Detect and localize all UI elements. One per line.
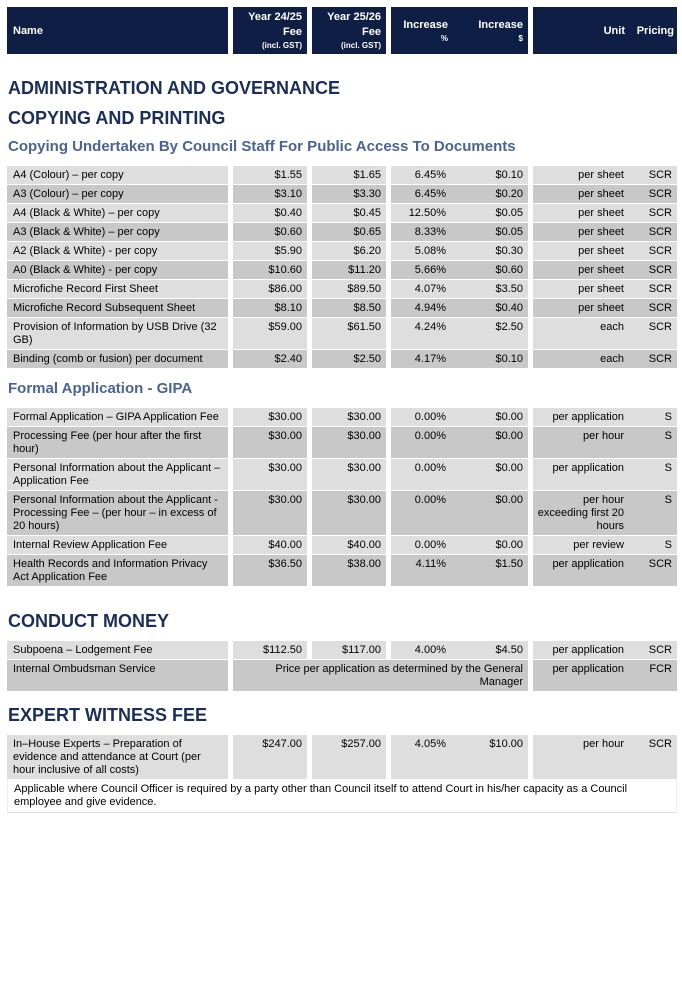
fee-year-24-25: $247.00: [233, 734, 307, 779]
fee-year-24-25: $30.00: [233, 426, 307, 458]
fee-unit: per sheet: [533, 203, 631, 222]
fee-year-25-26: $61.50: [312, 317, 386, 349]
fee-year-25-26: $1.65: [312, 165, 386, 184]
fee-increase-percent: 8.33%: [391, 222, 453, 241]
fee-year-24-25: $30.00: [233, 490, 307, 535]
fee-unit: per hour: [533, 734, 631, 779]
fee-increase-dollar: $1.50: [453, 554, 528, 586]
table-row-ombudsman: [7, 659, 677, 691]
table-row: [7, 490, 677, 535]
fee-year-25-26: $257.00: [312, 734, 386, 779]
fee-pricing: SCR: [631, 640, 677, 659]
fee-year-24-25: $2.40: [233, 349, 307, 368]
fee-pricing: SCR: [631, 222, 677, 241]
fee-year-24-25: $30.00: [233, 407, 307, 426]
fee-name: A4 (Black & White) – per copy: [7, 203, 228, 222]
fee-unit: per review: [533, 535, 631, 554]
fee-unit: per application: [533, 640, 631, 659]
fee-increase-dollar: $0.20: [453, 184, 528, 203]
fee-year-24-25: $30.00: [233, 458, 307, 490]
fee-unit: each: [533, 349, 631, 368]
fee-increase-dollar: $2.50: [453, 317, 528, 349]
fee-increase-percent: 4.05%: [391, 734, 453, 779]
header-unit: Unit: [533, 7, 631, 54]
fee-unit: per hour exceeding first 20 hours: [533, 490, 631, 535]
fee-year-24-25: $59.00: [233, 317, 307, 349]
fee-increase-dollar: $4.50: [453, 640, 528, 659]
fee-name: In–House Experts – Preparation of evidence and attendance at Court (per hour inclusive of all costs): [7, 734, 228, 779]
fee-year-25-26: $0.45: [312, 203, 386, 222]
table-row: [7, 317, 677, 349]
fee-increase-dollar: $0.00: [453, 407, 528, 426]
fee-year-25-26: $6.20: [312, 241, 386, 260]
table-row: [7, 554, 677, 586]
conduct-table: [7, 640, 677, 691]
fee-year-25-26: $89.50: [312, 279, 386, 298]
fee-increase-percent: 0.00%: [391, 407, 453, 426]
fee-unit: per application: [533, 659, 631, 691]
fee-year-25-26: $8.50: [312, 298, 386, 317]
fee-name: Microfiche Record Subsequent Sheet: [7, 298, 228, 317]
fee-unit: per sheet: [533, 241, 631, 260]
fee-increase-dollar: $0.00: [453, 535, 528, 554]
expert-note: Applicable where Council Officer is required by a party other than Council itself to attend Court in his/her capacity as a Council employee and give evidence.: [7, 779, 677, 813]
fee-unit: per sheet: [533, 260, 631, 279]
fee-increase-percent: 4.07%: [391, 279, 453, 298]
fee-increase-dollar: $0.00: [453, 458, 528, 490]
fee-unit: per sheet: [533, 298, 631, 317]
fee-increase-percent: 4.24%: [391, 317, 453, 349]
fee-unit: per application: [533, 407, 631, 426]
fee-name: Health Records and Information Privacy Act Application Fee: [7, 554, 228, 586]
header-year-25-26: Year 25/26 Fee (incl. GST): [312, 7, 386, 54]
fee-increase-percent: 4.00%: [391, 640, 453, 659]
header-name: Name: [7, 7, 228, 54]
fee-increase-percent: 6.45%: [391, 184, 453, 203]
fee-increase-percent: 4.11%: [391, 554, 453, 586]
fee-unit: per hour: [533, 426, 631, 458]
fee-year-25-26: $30.00: [312, 407, 386, 426]
copying-table: [7, 165, 677, 368]
fee-pricing: SCR: [631, 734, 677, 779]
fee-increase-dollar: $0.60: [453, 260, 528, 279]
fee-increase-percent: 5.08%: [391, 241, 453, 260]
fee-year-24-25: $5.90: [233, 241, 307, 260]
table-row: [7, 407, 677, 426]
fee-year-24-25: $36.50: [233, 554, 307, 586]
fee-name: Internal Review Application Fee: [7, 535, 228, 554]
fee-name: Subpoena – Lodgement Fee: [7, 640, 228, 659]
subsection-title-gipa: Formal Application - GIPA: [8, 380, 193, 397]
fee-name: Personal Information about the Applicant - Processing Fee – (per hour – in excess of 20 hours): [7, 490, 228, 535]
table-row: [7, 241, 677, 260]
table-row: [7, 349, 677, 368]
table-row: [7, 458, 677, 490]
table-row: [7, 640, 677, 659]
fee-pricing: FCR: [631, 659, 677, 691]
table-row: [7, 165, 677, 184]
fee-year-24-25: $10.60: [233, 260, 307, 279]
fee-increase-dollar: $0.10: [453, 165, 528, 184]
fee-unit: per application: [533, 458, 631, 490]
section-title-expert: EXPERT WITNESS FEE: [8, 705, 208, 725]
fee-increase-dollar: $0.00: [453, 426, 528, 458]
fee-increase-percent: 12.50%: [391, 203, 453, 222]
table-row-note: [7, 779, 677, 813]
header-pricing: Pricing: [631, 7, 677, 54]
fee-name: A3 (Colour) – per copy: [7, 184, 228, 203]
table-row: [7, 426, 677, 458]
header-year-24-25: Year 24/25 Fee (incl. GST): [233, 7, 307, 54]
fee-unit: per application: [533, 554, 631, 586]
table-row: [7, 222, 677, 241]
fee-year-24-25: $3.10: [233, 184, 307, 203]
fee-year-24-25: $112.50: [233, 640, 307, 659]
fee-unit: per sheet: [533, 184, 631, 203]
fee-year-24-25: $1.55: [233, 165, 307, 184]
fee-pricing: SCR: [631, 279, 677, 298]
fee-increase-percent: 0.00%: [391, 535, 453, 554]
fee-unit: per sheet: [533, 165, 631, 184]
subsection-title-copying: Copying Undertaken By Council Staff For Public Access To Documents: [8, 138, 516, 155]
fee-pricing: SCR: [631, 165, 677, 184]
fee-increase-dollar: $3.50: [453, 279, 528, 298]
fee-pricing: SCR: [631, 241, 677, 260]
table-row: [7, 535, 677, 554]
fee-year-25-26: $30.00: [312, 458, 386, 490]
fee-increase-dollar: $0.40: [453, 298, 528, 317]
fee-increase-percent: 5.66%: [391, 260, 453, 279]
fee-name: Personal Information about the Applicant – Application Fee: [7, 458, 228, 490]
fee-year-24-25: $0.40: [233, 203, 307, 222]
fee-name: Processing Fee (per hour after the first hour): [7, 426, 228, 458]
fee-pricing: SCR: [631, 554, 677, 586]
fee-increase-percent: 0.00%: [391, 458, 453, 490]
fee-name: Formal Application – GIPA Application Fee: [7, 407, 228, 426]
fee-year-24-25: $40.00: [233, 535, 307, 554]
header-increase-percent: Increase %: [391, 7, 453, 54]
fee-name: Provision of Information by USB Drive (32 GB): [7, 317, 228, 349]
fee-pricing: S: [631, 490, 677, 535]
section-title-conduct: CONDUCT MONEY: [8, 611, 169, 631]
fee-pricing: S: [631, 426, 677, 458]
fee-name: Binding (comb or fusion) per document: [7, 349, 228, 368]
fee-increase-dollar: $0.10: [453, 349, 528, 368]
fee-year-24-25: $8.10: [233, 298, 307, 317]
fee-increase-dollar: $0.05: [453, 222, 528, 241]
section-title-copying: COPYING AND PRINTING: [8, 108, 226, 128]
table-row: [7, 184, 677, 203]
table-row: [7, 203, 677, 222]
fee-year-25-26: $0.65: [312, 222, 386, 241]
fee-year-24-25: $86.00: [233, 279, 307, 298]
fee-increase-dollar: $0.30: [453, 241, 528, 260]
fee-determined-text: Price per application as determined by the General Manager: [233, 659, 528, 691]
fee-increase-dollar: $0.05: [453, 203, 528, 222]
fee-year-25-26: $38.00: [312, 554, 386, 586]
fee-year-25-26: $30.00: [312, 490, 386, 535]
expert-table: [7, 734, 677, 813]
fee-pricing: SCR: [631, 349, 677, 368]
table-row: [7, 260, 677, 279]
fee-unit: each: [533, 317, 631, 349]
fee-name: A2 (Black & White) - per copy: [7, 241, 228, 260]
fee-unit: per sheet: [533, 279, 631, 298]
gipa-table: [7, 407, 677, 586]
section-title-admin: ADMINISTRATION AND GOVERNANCE: [8, 78, 340, 98]
fee-year-25-26: $3.30: [312, 184, 386, 203]
fee-unit: per sheet: [533, 222, 631, 241]
fee-pricing: SCR: [631, 203, 677, 222]
fee-year-25-26: $11.20: [312, 260, 386, 279]
fee-pricing: SCR: [631, 317, 677, 349]
fee-increase-percent: 4.94%: [391, 298, 453, 317]
fee-year-25-26: $117.00: [312, 640, 386, 659]
fee-increase-percent: 6.45%: [391, 165, 453, 184]
fee-increase-dollar: $0.00: [453, 490, 528, 535]
fee-pricing: S: [631, 458, 677, 490]
fee-name: Microfiche Record First Sheet: [7, 279, 228, 298]
fee-increase-percent: 4.17%: [391, 349, 453, 368]
fee-increase-percent: 0.00%: [391, 490, 453, 535]
fee-increase-dollar: $10.00: [453, 734, 528, 779]
fee-year-25-26: $2.50: [312, 349, 386, 368]
fee-name: A0 (Black & White) - per copy: [7, 260, 228, 279]
fee-pricing: S: [631, 407, 677, 426]
fee-name: A4 (Colour) – per copy: [7, 165, 228, 184]
fee-increase-percent: 0.00%: [391, 426, 453, 458]
fee-pricing: SCR: [631, 260, 677, 279]
column-header: [7, 7, 677, 54]
header-increase-dollar: Increase $: [453, 7, 528, 54]
fee-name: Internal Ombudsman Service: [7, 659, 228, 691]
fee-pricing: S: [631, 535, 677, 554]
fee-pricing: SCR: [631, 298, 677, 317]
table-row: [7, 279, 677, 298]
fee-year-24-25: $0.60: [233, 222, 307, 241]
fee-pricing: SCR: [631, 184, 677, 203]
fee-year-25-26: $40.00: [312, 535, 386, 554]
table-row: [7, 734, 677, 779]
table-row: [7, 298, 677, 317]
fee-name: A3 (Black & White) – per copy: [7, 222, 228, 241]
fee-year-25-26: $30.00: [312, 426, 386, 458]
